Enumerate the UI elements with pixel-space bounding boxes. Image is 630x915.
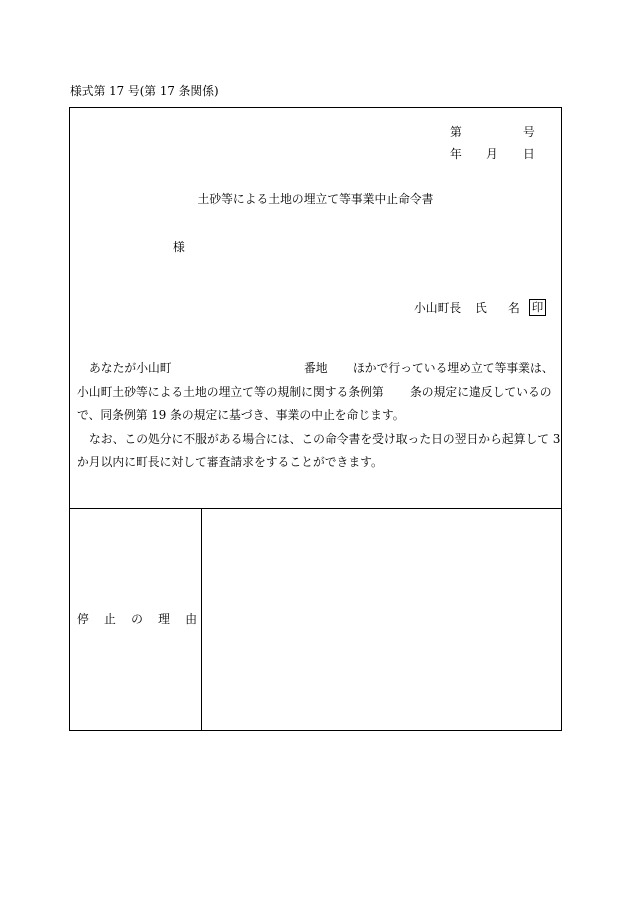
document-number-suffix: 号 <box>523 125 535 139</box>
body-line-1-start: あなたが小山町 <box>89 361 172 375</box>
order-form-box <box>69 107 562 731</box>
stop-reason-label <box>77 612 197 626</box>
stop-reason-label-char: 由 <box>185 612 197 626</box>
issuer-name-label-second: 名 <box>508 301 520 315</box>
stop-reason-label-char: 理 <box>158 612 170 626</box>
document-title: 土砂等による土地の埋立て等事業中止命令書 <box>197 192 434 206</box>
stop-reason-label-char: の <box>131 612 143 626</box>
body-line-5: か月以内に町長に対して審査請求をすることができます。 <box>77 455 383 469</box>
form-number: 様式第 17 号(第 17 条関係) <box>70 84 219 98</box>
body-line-1-address-suffix: 番地 <box>304 361 328 375</box>
stop-reason-content-area <box>202 509 561 730</box>
date-day-label: 日 <box>523 147 535 161</box>
document-number-prefix: 第 <box>450 125 462 139</box>
body-line-4: なお、この処分に不服がある場合には、この命令書を受け取った日の翌日から起算して 3 <box>89 432 561 446</box>
addressee-name-blank <box>77 240 169 254</box>
seal-label: 印 <box>531 300 544 314</box>
body-line-2-end: 条の規定に違反しているの <box>410 385 552 399</box>
stop-reason-label-char: 止 <box>104 612 116 626</box>
issuer-name-label-first: 氏 <box>475 301 487 315</box>
date-year-label: 年 <box>450 147 462 161</box>
body-line-3: で、同条例第 19 条の規定に基づき、事業の中止を命じます。 <box>77 408 405 422</box>
stop-reason-label-char: 停 <box>77 612 89 626</box>
document-number-blank <box>464 125 520 139</box>
body-line-1-end: ほかで行っている埋め立て等事業は、 <box>353 361 554 375</box>
issuer-title: 小山町長 <box>414 301 462 315</box>
article-number-blank <box>386 385 408 399</box>
address-blank <box>176 361 300 375</box>
seal-mark <box>529 299 546 316</box>
body-line-2-start: 小山町土砂等による土地の埋立て等の規制に関する条例第 <box>77 385 384 399</box>
date-month-label: 月 <box>486 147 498 161</box>
addressee-honorific: 様 <box>173 240 185 254</box>
